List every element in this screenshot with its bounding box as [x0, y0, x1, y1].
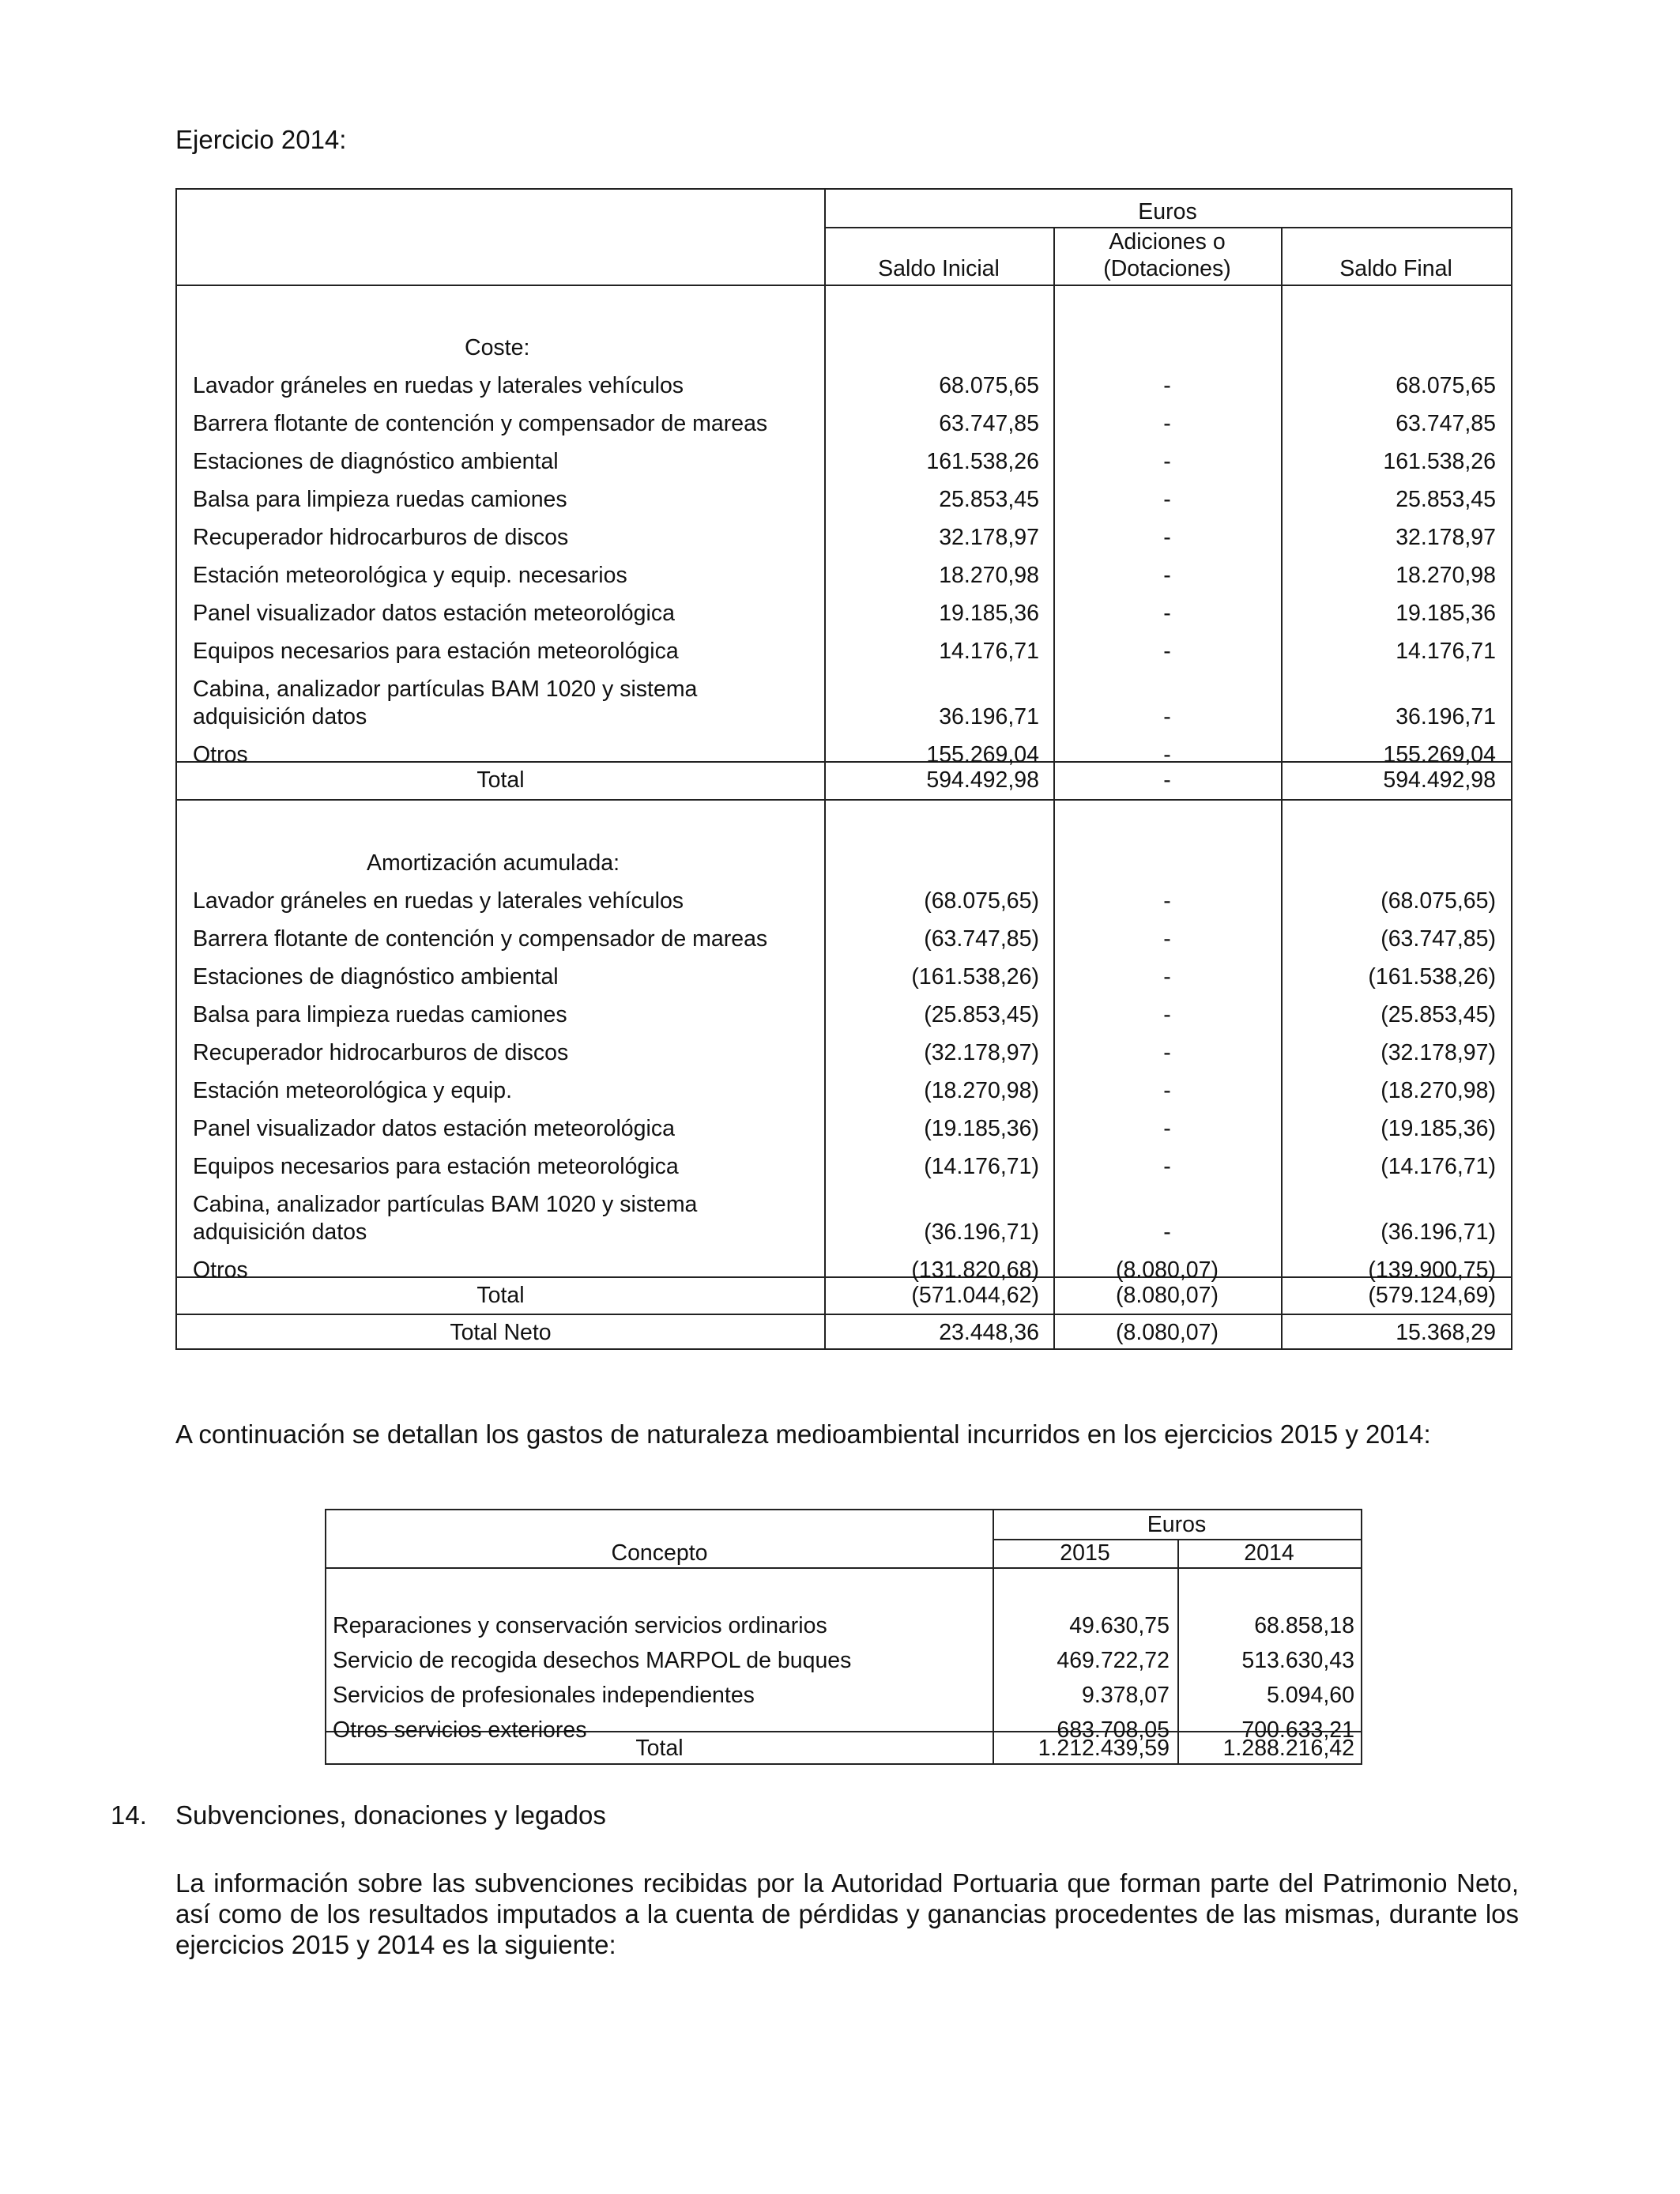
section-number: 14.: [111, 1800, 147, 1830]
row-divider: [177, 285, 1511, 286]
row-saldo-inicial: 63.747,85: [939, 411, 1039, 436]
row-divider: [177, 1314, 1511, 1315]
row-saldo-inicial: (25.853,45): [924, 1002, 1039, 1027]
row-2015: 683.708,05: [1057, 1717, 1170, 1743]
row-2015: 469.722,72: [1057, 1648, 1170, 1673]
row-divider: [824, 227, 1511, 228]
row-saldo-inicial: (131.820,68): [911, 1257, 1039, 1283]
row-saldo-final: (14.176,71): [1381, 1154, 1496, 1179]
row-label: Barrera flotante de contención y compensador de mareas: [193, 411, 768, 436]
row-adiciones: -: [1163, 411, 1171, 436]
row-saldo-inicial: (14.176,71): [924, 1154, 1039, 1179]
row-adiciones: -: [1163, 1002, 1171, 1027]
row-adiciones: -: [1163, 1116, 1171, 1141]
row-saldo-final: 36.196,71: [1396, 704, 1496, 729]
header-euros: Euros: [1147, 1512, 1207, 1537]
row-adiciones: (8.080,07): [1116, 1257, 1219, 1283]
row-label: Reparaciones y conservación servicios ordinarios: [333, 1613, 827, 1638]
row-label: Panel visualizador datos estación meteorológica: [193, 601, 675, 626]
table-ejercicio-2014: [175, 188, 1512, 1350]
intro-paragraph: A continuación se detallan los gastos de naturaleza medioambiental incurridos en los ejercicios 2015 y 2014:: [175, 1419, 1431, 1449]
row-label: Otros: [193, 1257, 248, 1283]
row-saldo-final: 18.270,98: [1396, 563, 1496, 588]
row-saldo-final: (161.538,26): [1368, 964, 1496, 990]
total-saldo-inicial: 594.492,98: [926, 767, 1039, 793]
row-saldo-final: 63.747,85: [1396, 411, 1496, 436]
row-divider: [177, 799, 1511, 801]
total-saldo-final: 594.492,98: [1383, 767, 1496, 793]
row-saldo-final: (18.270,98): [1381, 1078, 1496, 1103]
total-saldo-final: (579.124,69): [1368, 1283, 1496, 1308]
row-saldo-final: 155.269,04: [1383, 742, 1496, 767]
row-saldo-final: 25.853,45: [1396, 487, 1496, 512]
row-label: Estaciones de diagnóstico ambiental: [193, 449, 559, 474]
header-dotaciones: (Dotaciones): [1103, 256, 1231, 281]
total-saldo-inicial: (571.044,62): [911, 1283, 1039, 1308]
total-adiciones: -: [1163, 767, 1171, 793]
row-2014: 700.633,21: [1241, 1717, 1354, 1743]
header-2014: 2014: [1244, 1540, 1294, 1566]
row-adiciones: -: [1163, 888, 1171, 914]
closing-paragraph: La información sobre las subvenciones recibidas por la Autoridad Portuaria que forman parte del Patrimonio Neto, así como de los resultados imputados a la cuenta de pérdidas y ganancias procedentes de las mismas, durante los ejercicios 2015 y 2014 es la siguiente:: [175, 1868, 1519, 1959]
row-label: Recuperador hidrocarburos de discos: [193, 1040, 569, 1065]
row-saldo-final: (139.900,75): [1368, 1257, 1496, 1283]
row-label: Servicios de profesionales independientes: [333, 1683, 755, 1708]
row-label: Cabina, analizador partículas BAM 1020 y sistema: [193, 677, 698, 702]
row-saldo-final: (25.853,45): [1381, 1002, 1496, 1027]
row-saldo-final: 14.176,71: [1396, 639, 1496, 664]
header-saldo-inicial: Saldo Inicial: [878, 256, 1000, 281]
row-label: Estaciones de diagnóstico ambiental: [193, 964, 559, 990]
total-neto-adiciones: (8.080,07): [1116, 1320, 1219, 1345]
row-saldo-inicial: (32.178,97): [924, 1040, 1039, 1065]
table-gastos-medioambientales: [325, 1509, 1362, 1765]
row-label-continued: adquisición datos: [193, 704, 367, 729]
row-saldo-inicial: (19.185,36): [924, 1116, 1039, 1141]
row-label: Equipos necesarios para estación meteorológica: [193, 639, 679, 664]
row-saldo-final: (68.075,65): [1381, 888, 1496, 914]
row-saldo-inicial: 32.178,97: [939, 525, 1039, 550]
row-label: Estación meteorológica y equip. necesarios: [193, 563, 627, 588]
row-saldo-inicial: 161.538,26: [926, 449, 1039, 474]
row-saldo-final: 68.075,65: [1396, 373, 1496, 398]
row-label: Barrera flotante de contención y compensador de mareas: [193, 926, 768, 952]
row-adiciones: -: [1163, 525, 1171, 550]
header-adiciones: Adiciones o: [1109, 229, 1226, 254]
row-adiciones: -: [1163, 1078, 1171, 1103]
row-label: Otros: [193, 742, 248, 767]
total-neto-label: Total Neto: [450, 1320, 552, 1345]
total-label: Total: [477, 1283, 525, 1308]
row-saldo-final: (63.747,85): [1381, 926, 1496, 952]
row-saldo-inicial: (36.196,71): [924, 1220, 1039, 1245]
row-divider: [326, 1567, 1361, 1569]
row-saldo-final: 32.178,97: [1396, 525, 1496, 550]
row-saldo-inicial: 36.196,71: [939, 704, 1039, 729]
row-adiciones: -: [1163, 449, 1171, 474]
row-adiciones: -: [1163, 704, 1171, 729]
row-2014: 5.094,60: [1267, 1683, 1354, 1708]
row-saldo-inicial: 18.270,98: [939, 563, 1039, 588]
row-adiciones: -: [1163, 926, 1171, 952]
row-label: Equipos necesarios para estación meteorológica: [193, 1154, 679, 1179]
row-adiciones: -: [1163, 742, 1171, 767]
row-saldo-inicial: 25.853,45: [939, 487, 1039, 512]
row-label: Estación meteorológica y equip.: [193, 1078, 512, 1103]
row-saldo-final: 19.185,36: [1396, 601, 1496, 626]
row-saldo-inicial: (63.747,85): [924, 926, 1039, 952]
total-adiciones: (8.080,07): [1116, 1283, 1219, 1308]
row-saldo-final: 161.538,26: [1383, 449, 1496, 474]
row-label: Cabina, analizador partículas BAM 1020 y sistema: [193, 1192, 698, 1217]
row-adiciones: -: [1163, 1154, 1171, 1179]
total-neto-saldo-final: 15.368,29: [1396, 1320, 1496, 1345]
total-label: Total: [477, 767, 525, 793]
header-2015: 2015: [1060, 1540, 1110, 1566]
row-adiciones: -: [1163, 563, 1171, 588]
header-euros: Euros: [1138, 199, 1197, 224]
row-label: Lavador gráneles en ruedas y laterales vehículos: [193, 888, 684, 914]
row-2014: 513.630,43: [1241, 1648, 1354, 1673]
row-saldo-inicial: 155.269,04: [926, 742, 1039, 767]
row-2015: 9.378,07: [1082, 1683, 1170, 1708]
section-title: Subvenciones, donaciones y legados: [175, 1800, 606, 1830]
total-label: Total: [635, 1736, 684, 1761]
header-concepto: Concepto: [611, 1540, 708, 1566]
row-adiciones: -: [1163, 487, 1171, 512]
total-2015: 1.212.439,59: [1038, 1736, 1170, 1761]
row-saldo-inicial: 14.176,71: [939, 639, 1039, 664]
row-saldo-final: (19.185,36): [1381, 1116, 1496, 1141]
section-title-coste: Coste:: [465, 335, 530, 360]
row-label: Balsa para limpieza ruedas camiones: [193, 1002, 567, 1027]
row-adiciones: -: [1163, 601, 1171, 626]
row-saldo-inicial: 19.185,36: [939, 601, 1039, 626]
row-saldo-final: (36.196,71): [1381, 1220, 1496, 1245]
row-2015: 49.630,75: [1069, 1613, 1170, 1638]
total-neto-saldo-inicial: 23.448,36: [939, 1320, 1039, 1345]
row-label-continued: adquisición datos: [193, 1220, 367, 1245]
header-saldo-final: Saldo Final: [1339, 256, 1452, 281]
row-saldo-inicial: (18.270,98): [924, 1078, 1039, 1103]
row-label: Otros servicios exteriores: [333, 1717, 587, 1743]
row-saldo-inicial: (68.075,65): [924, 888, 1039, 914]
row-saldo-inicial: 68.075,65: [939, 373, 1039, 398]
row-adiciones: -: [1163, 373, 1171, 398]
section-heading: Ejercicio 2014:: [175, 125, 347, 154]
row-adiciones: -: [1163, 1040, 1171, 1065]
section-title-amortizacion: Amortización acumulada:: [367, 850, 620, 876]
row-adiciones: -: [1163, 964, 1171, 990]
row-label: Balsa para limpieza ruedas camiones: [193, 487, 567, 512]
row-adiciones: -: [1163, 1220, 1171, 1245]
row-adiciones: -: [1163, 639, 1171, 664]
row-label: Servicio de recogida desechos MARPOL de buques: [333, 1648, 852, 1673]
row-label: Lavador gráneles en ruedas y laterales vehículos: [193, 373, 684, 398]
total-2014: 1.288.216,42: [1222, 1736, 1354, 1761]
row-2014: 68.858,18: [1254, 1613, 1354, 1638]
row-label: Recuperador hidrocarburos de discos: [193, 525, 569, 550]
row-label: Panel visualizador datos estación meteorológica: [193, 1116, 675, 1141]
row-saldo-inicial: (161.538,26): [911, 964, 1039, 990]
row-saldo-final: (32.178,97): [1381, 1040, 1496, 1065]
